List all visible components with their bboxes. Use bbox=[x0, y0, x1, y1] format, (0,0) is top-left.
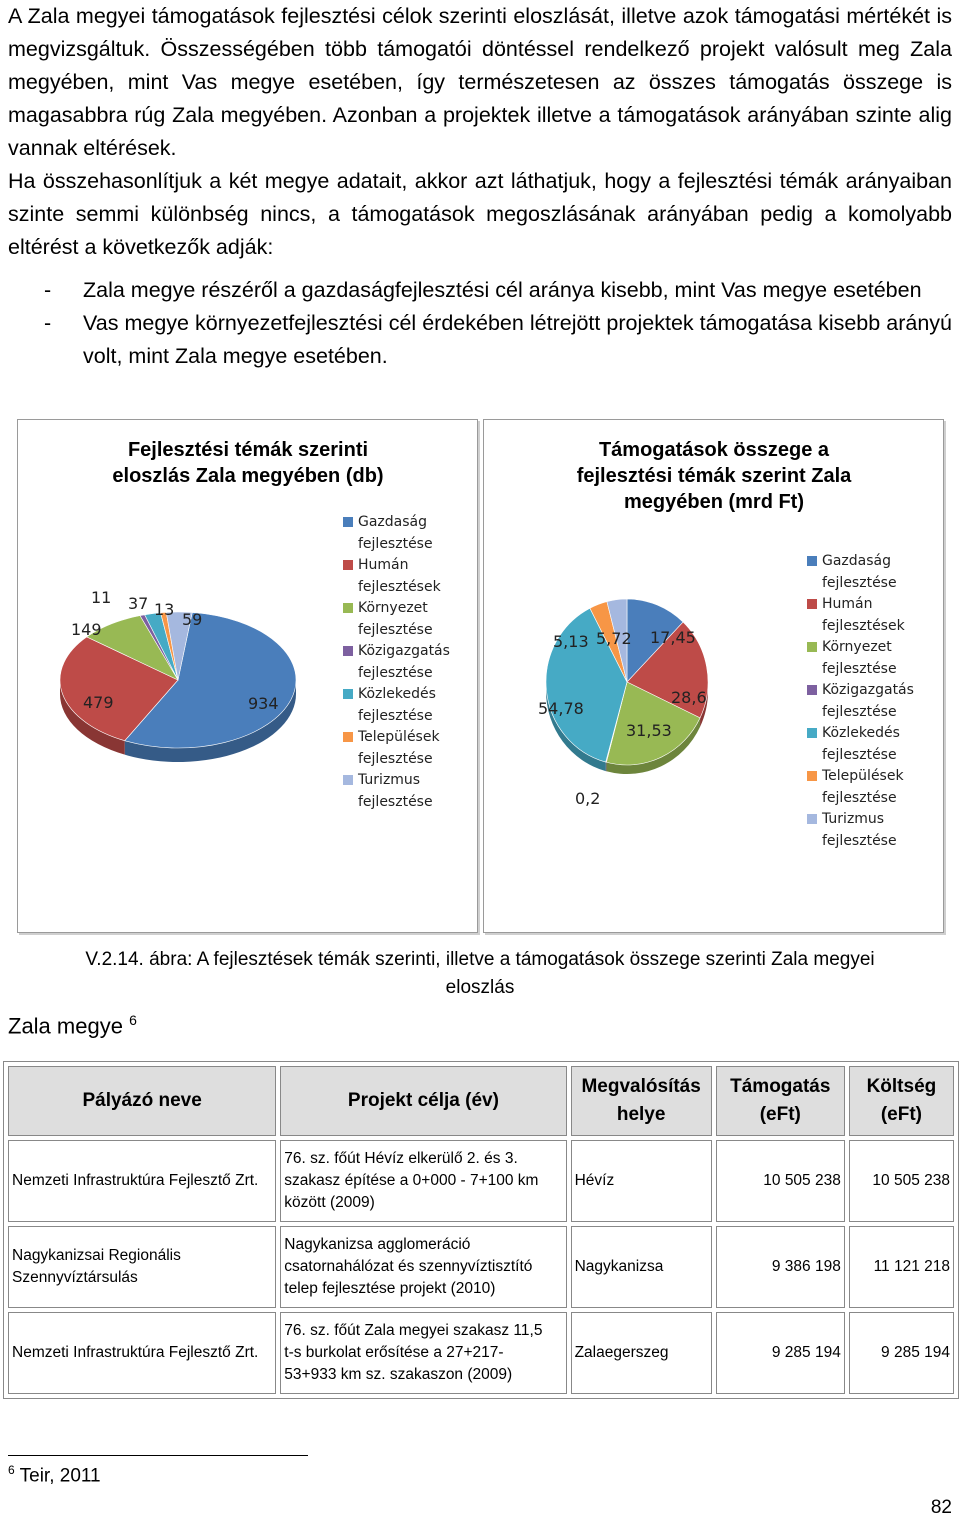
legend-label: Turizmus bbox=[822, 811, 885, 827]
chart-title-line: megyében (mrd Ft) bbox=[623, 491, 805, 513]
bullet-text: Zala megye részéről a gazdaságfejlesztési cél aránya kisebb, mint Vas megye esetében bbox=[83, 278, 922, 302]
header-support: Támogatás (eFt) bbox=[716, 1066, 845, 1136]
footnote-text: Teir, 2011 bbox=[19, 1465, 101, 1487]
chart-legend bbox=[343, 512, 450, 813]
bullet-item bbox=[8, 274, 952, 307]
data-label: 479 bbox=[83, 693, 114, 712]
legend-label: fejlesztése bbox=[358, 793, 433, 810]
chart-count-by-topic bbox=[17, 419, 478, 933]
legend-label: Humán bbox=[822, 596, 873, 612]
legend-swatch bbox=[807, 599, 817, 609]
cell-applicant: Nemzeti Infrastruktúra Fejlesztő Zrt. bbox=[8, 1140, 276, 1222]
chart-title-line: eloszlás Zala megyében (db) bbox=[112, 465, 384, 487]
legend-label: fejlesztése bbox=[822, 746, 897, 763]
data-label: 17,45 bbox=[650, 628, 696, 647]
data-label: 0,2 bbox=[575, 789, 601, 808]
data-label: 28,6 bbox=[671, 688, 707, 707]
footnote-mark: 6 bbox=[8, 1463, 15, 1477]
legend-swatch bbox=[343, 775, 353, 785]
legend-item bbox=[807, 809, 914, 852]
legend-swatch bbox=[807, 728, 817, 738]
legend-label: Települések bbox=[358, 729, 440, 745]
legend-item bbox=[807, 723, 914, 766]
legend-label: Gazdaság bbox=[822, 553, 892, 569]
data-label: 54,78 bbox=[538, 699, 584, 718]
legend-item bbox=[807, 766, 914, 809]
legend-item bbox=[343, 684, 450, 727]
chart-legend bbox=[807, 551, 914, 852]
header-applicant: Pályázó neve bbox=[8, 1066, 276, 1136]
header-goal: Projekt célja (év) bbox=[280, 1066, 566, 1136]
legend-label: fejlesztések bbox=[358, 578, 441, 595]
legend-swatch bbox=[807, 642, 817, 652]
data-label: 5,13 bbox=[553, 632, 589, 651]
cell-support: 9 386 198 bbox=[716, 1226, 845, 1308]
data-label: 13 bbox=[154, 600, 175, 619]
legend-label: Humán bbox=[358, 557, 409, 573]
cell-goal: 76. sz. főút Zala megyei szakasz 11,5 t-s burkolat erősítése a 27+217- 53+933 km sz. szakaszon (2009) bbox=[280, 1312, 566, 1394]
legend-label: fejlesztése bbox=[822, 832, 897, 849]
county-heading bbox=[8, 1012, 137, 1039]
footnote-divider bbox=[8, 1455, 308, 1456]
projects-table bbox=[3, 1061, 959, 1399]
bullet-list bbox=[8, 274, 952, 373]
legend-label: Turizmus bbox=[358, 772, 421, 788]
legend-label: Közigazgatás bbox=[358, 643, 450, 659]
cell-place: Hévíz bbox=[571, 1140, 712, 1222]
header-cost: Költség (eFt) bbox=[849, 1066, 954, 1136]
legend-label: fejlesztése bbox=[358, 750, 433, 767]
legend-swatch bbox=[807, 685, 817, 695]
legend-swatch bbox=[807, 771, 817, 781]
legend-item bbox=[807, 680, 914, 723]
legend-label: fejlesztése bbox=[822, 703, 897, 720]
legend-item bbox=[343, 598, 450, 641]
legend-item bbox=[343, 555, 450, 598]
data-label: 31,53 bbox=[626, 721, 672, 740]
data-label: 5,72 bbox=[596, 629, 632, 648]
legend-swatch bbox=[807, 556, 817, 566]
caption-line: V.2.14. ábra: A fejlesztések témák szerinti, illetve a támogatások összege szerinti Zala megyei bbox=[85, 949, 875, 970]
legend-item bbox=[807, 594, 914, 637]
table-row bbox=[8, 1140, 954, 1222]
legend-label: Közlekedés bbox=[822, 725, 900, 741]
intro-paragraph bbox=[8, 0, 952, 264]
legend-item bbox=[343, 641, 450, 684]
legend-swatch bbox=[343, 517, 353, 527]
bullet-marker: - bbox=[44, 278, 52, 302]
legend-label: Környezet bbox=[358, 600, 428, 616]
legend-swatch bbox=[343, 603, 353, 613]
table-row bbox=[8, 1312, 954, 1394]
legend-item bbox=[343, 727, 450, 770]
data-label: 11 bbox=[91, 588, 112, 607]
chart-support-by-topic bbox=[483, 419, 944, 933]
paragraph-1: A Zala megyei támogatások fejlesztési célok szerinti eloszlását, illetve azok támogatási mértékét is megvizsgáltuk. Összességében több támogatói döntéssel rendelkező projekt valósult meg Zala megyében, mint Vas megye esetében, így természetesen az összes támogatás összege is magasabbra rúg Zala megyében. Azonban a projektek illetve a támogatások arányában szinte alig vannak eltérések. bbox=[8, 4, 952, 160]
legend-label: Közlekedés bbox=[358, 686, 436, 702]
cell-cost: 11 121 218 bbox=[849, 1226, 954, 1308]
legend-label: fejlesztések bbox=[822, 617, 905, 634]
table-row bbox=[8, 1226, 954, 1308]
header-place: Megvalósítás helye bbox=[571, 1066, 712, 1136]
bullet-marker: - bbox=[44, 311, 52, 335]
legend-label: fejlesztése bbox=[358, 621, 433, 638]
cell-cost: 9 285 194 bbox=[849, 1312, 954, 1394]
legend-label: fejlesztése bbox=[822, 660, 897, 677]
legend-label: fejlesztése bbox=[822, 574, 897, 591]
cell-place: Nagykanizsa bbox=[571, 1226, 712, 1308]
cell-applicant: Nemzeti Infrastruktúra Fejlesztő Zrt. bbox=[8, 1312, 276, 1394]
legend-label: fejlesztése bbox=[358, 664, 433, 681]
cell-support: 10 505 238 bbox=[716, 1140, 845, 1222]
legend-swatch bbox=[343, 560, 353, 570]
caption-line: eloszlás bbox=[445, 977, 515, 998]
data-label: 934 bbox=[248, 694, 279, 713]
county-heading-text: Zala megye bbox=[8, 1013, 123, 1039]
cell-cost: 10 505 238 bbox=[849, 1140, 954, 1222]
data-label: 59 bbox=[182, 610, 203, 629]
bullet-text: Vas megye környezetfejlesztési cél érdekében létrejött projektek támogatása kisebb arányú volt, mint Zala megye esetében. bbox=[83, 311, 952, 368]
data-label: 37 bbox=[128, 594, 149, 613]
legend-item bbox=[343, 512, 450, 555]
cell-goal: 76. sz. főút Hévíz elkerülő 2. és 3. szakasz építése a 0+000 - 7+100 km között (2009) bbox=[280, 1140, 566, 1222]
table-header-row bbox=[8, 1066, 954, 1136]
footnote-ref: 6 bbox=[129, 1012, 137, 1028]
legend-swatch bbox=[343, 646, 353, 656]
legend-label: Közigazgatás bbox=[822, 682, 914, 698]
cell-support: 9 285 194 bbox=[716, 1312, 845, 1394]
bullet-item bbox=[8, 307, 952, 373]
chart-title-line: Támogatások összege a bbox=[598, 439, 830, 461]
cell-goal: Nagykanizsa agglomeráció csatornahálózat és szennyvíztisztító telep fejlesztése projekt (2010) bbox=[280, 1226, 566, 1308]
pie-slice-side bbox=[606, 762, 607, 771]
footnote bbox=[8, 1463, 101, 1487]
legend-item bbox=[343, 770, 450, 813]
cell-applicant: Nagykanizsai Regionális Szennyvíztársulás bbox=[8, 1226, 276, 1308]
legend-label: fejlesztése bbox=[822, 789, 897, 806]
chart-title-line: Fejlesztési témák szerinti bbox=[127, 439, 369, 461]
legend-item bbox=[807, 637, 914, 680]
cell-place: Zalaegerszeg bbox=[571, 1312, 712, 1394]
legend-label: fejlesztése bbox=[358, 535, 433, 552]
figure-caption bbox=[20, 946, 940, 1002]
legend-label: Környezet bbox=[822, 639, 892, 655]
paragraph-2: Ha összehasonlítjuk a két megye adatait, akkor azt láthatjuk, hogy a fejlesztési témák arányaiban szinte semmi különbség nincs, a támogatások megoszlásának arányában pedig a komolyabb eltérést a következők adják: bbox=[8, 169, 952, 259]
page-number: 82 bbox=[930, 1497, 952, 1518]
legend-label: Gazdaság bbox=[358, 514, 428, 530]
chart-title-line: fejlesztési témák szerint Zala bbox=[576, 465, 852, 487]
legend-label: Települések bbox=[822, 768, 904, 784]
legend-swatch bbox=[807, 814, 817, 824]
legend-swatch bbox=[343, 689, 353, 699]
legend-item bbox=[807, 551, 914, 594]
legend-label: fejlesztése bbox=[358, 707, 433, 724]
legend-swatch bbox=[343, 732, 353, 742]
data-label: 149 bbox=[71, 620, 102, 639]
